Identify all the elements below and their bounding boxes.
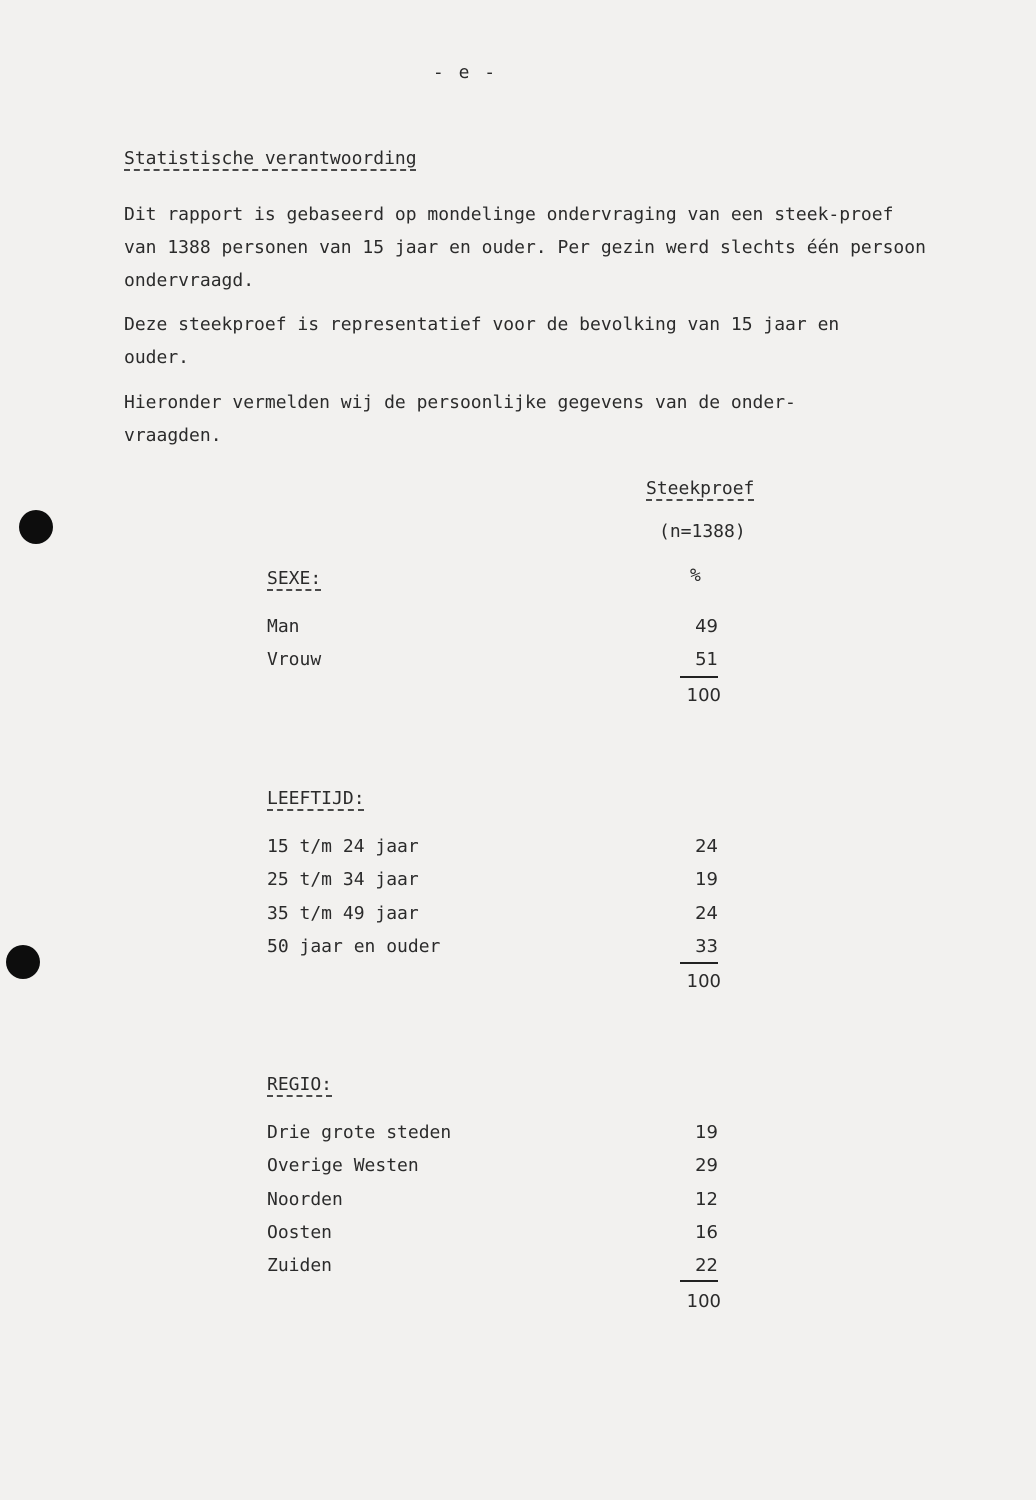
row-label: Overige Westen (267, 1155, 419, 1177)
sample-size: (n=1388) (659, 521, 746, 542)
punch-hole-top (19, 510, 53, 544)
row-label: Man (267, 616, 300, 637)
table-row (267, 930, 727, 963)
row-label: Noorden (267, 1188, 343, 1210)
row-value: 51 (695, 649, 718, 671)
row-label: Zuiden (267, 1255, 333, 1277)
section-heading: LEEFTIJD: (267, 788, 365, 809)
row-value: 16 (695, 1221, 718, 1243)
row-value: 22 (695, 1255, 718, 1277)
row-label: 35 t/m 49 jaar (267, 902, 419, 924)
section-regio (267, 1072, 727, 1312)
row-label: 25 t/m 34 jaar (267, 869, 419, 891)
row-value: 29 (695, 1155, 718, 1177)
row-value: 19 (695, 869, 718, 891)
paragraph-2: Deze steekproef is representatief voor de bevolking van 15 jaar en ouder. (124, 314, 840, 368)
row-value: 19 (695, 1122, 718, 1143)
row-label: 15 t/m 24 jaar (267, 836, 419, 857)
table-row (267, 1149, 727, 1182)
sum-rule (680, 962, 718, 964)
section-total: 100 (686, 971, 721, 992)
section-title: Statistische verantwoording (124, 148, 417, 169)
table-row (267, 643, 727, 676)
table-row (267, 863, 727, 896)
section-heading: REGIO: (267, 1074, 333, 1095)
sum-rule (680, 676, 718, 678)
page-number: - e - (432, 62, 498, 83)
table-row (267, 1183, 727, 1216)
section-total: 100 (686, 685, 721, 706)
row-value: 24 (695, 836, 718, 857)
section-sexe (267, 566, 727, 706)
punch-hole-bottom (6, 945, 40, 979)
row-label: Vrouw (267, 649, 322, 671)
paragraph-3: Hieronder vermelden wij de persoonlijke gegevens van de onder-vraagden. (124, 392, 796, 446)
table-row (267, 1116, 727, 1149)
paragraph-1: Dit rapport is gebaseerd op mondelinge ondervraging van een steek-proef van 1388 personen van 15 jaar en ouder. Per gezin werd slechts één persoon ondervraagd. (124, 204, 926, 291)
row-label: Oosten (267, 1221, 333, 1243)
section-total: 100 (686, 1291, 721, 1312)
table-row (267, 830, 727, 863)
row-value: 49 (695, 616, 718, 637)
section-heading: SEXE: (267, 568, 322, 589)
unit-label: % (690, 565, 701, 586)
row-label: 50 jaar en ouder (267, 935, 441, 957)
table-row (267, 610, 727, 643)
sum-rule (680, 1280, 718, 1282)
row-value: 24 (695, 902, 718, 924)
table-row (267, 1249, 727, 1282)
column-header: Steekproef (646, 478, 755, 499)
table-row (267, 897, 727, 930)
row-value: 12 (695, 1188, 718, 1210)
row-label: Drie grote steden (267, 1122, 452, 1143)
table-row (267, 1216, 727, 1249)
row-value: 33 (695, 935, 718, 957)
section-leeftijd (267, 786, 727, 992)
